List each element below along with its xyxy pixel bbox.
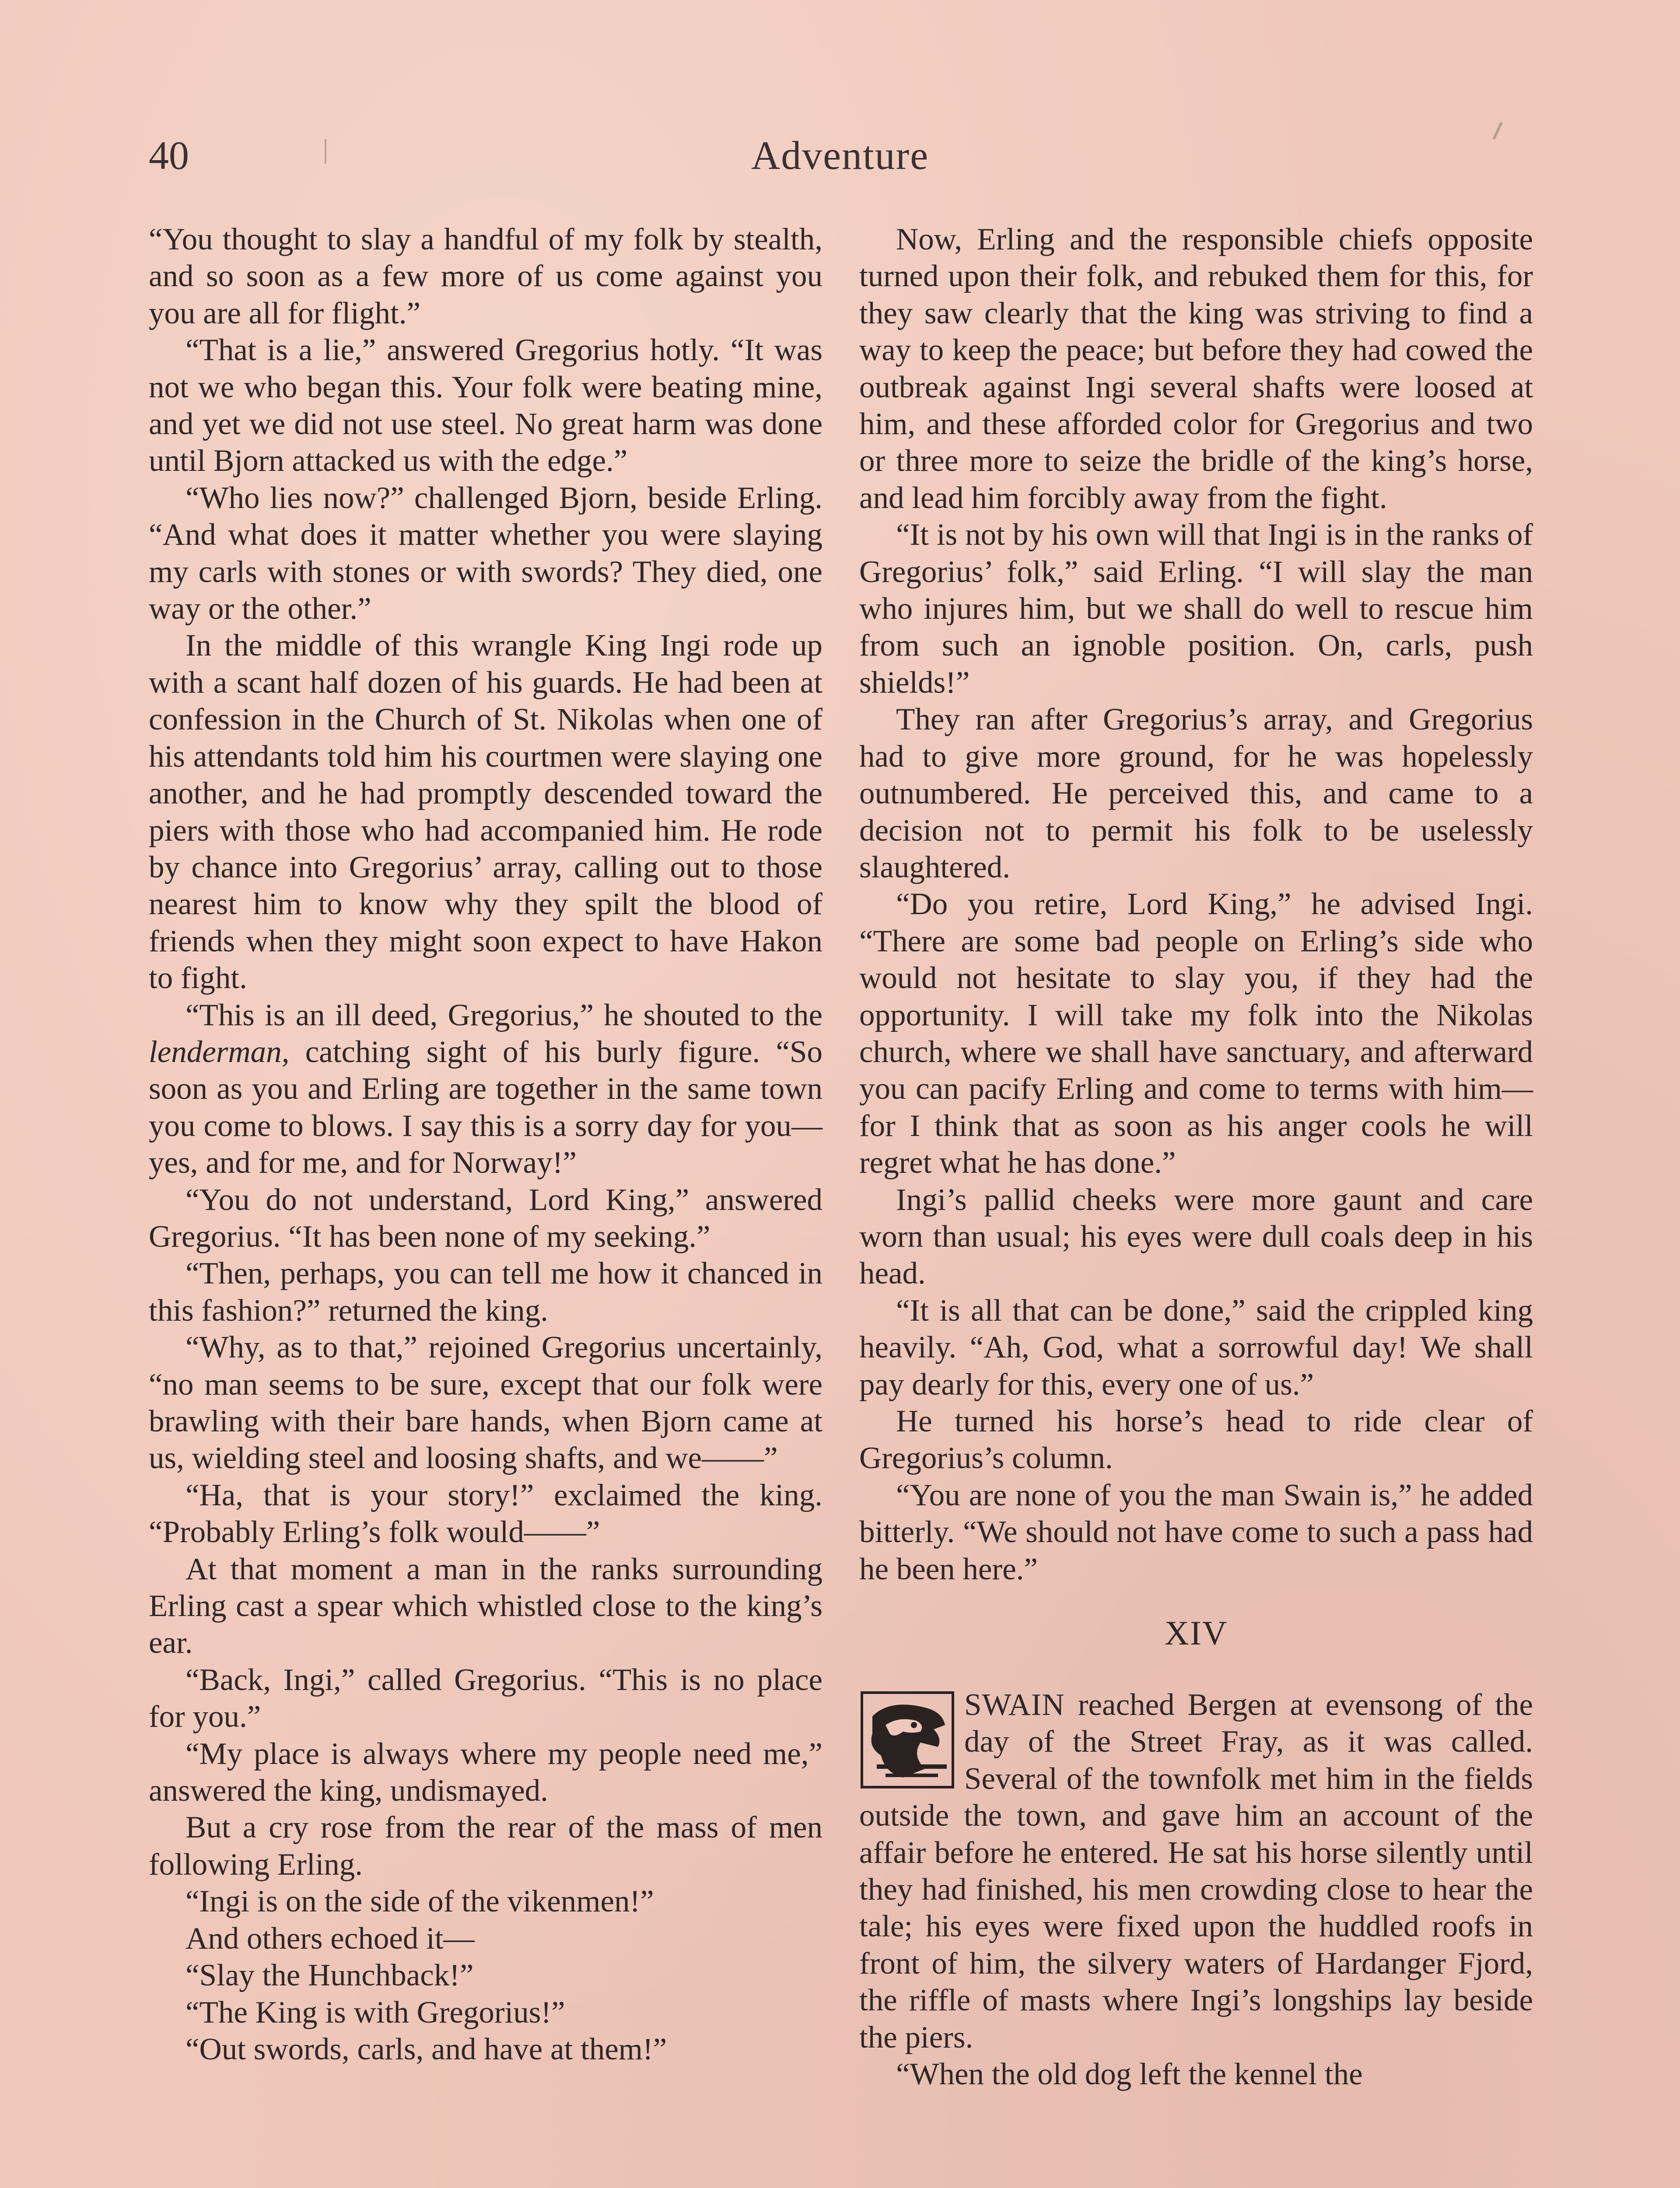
paper-speck [325,139,326,164]
chapter-heading: XIV [1164,1614,1228,1652]
chapter-lead-word: SWAIN [964,1688,1065,1722]
paragraph: “Do you retire, Lord King,” he advised Ingi. “There are some bad people on Erling’s side who would not hesitate to slay you, if they had the opportunity. I will take my folk into the Nikolas church, where we shall have sanctuary, and afterward you can pacify Erling and come to terms with him—for I think that as soon as his anger cools he will regret what he has done.” [859,887,1533,1180]
paragraph: “It is all that can be done,” said the crippled king heavily. “Ah, God, what a sorrowful day! We shall pay dearly for this, every one of us.” [859,1293,1533,1402]
paragraph [149,997,822,1182]
left-column [149,221,822,2068]
paragraph: “My place is always where my people need me,” answered the king, undismayed. [149,1736,822,1808]
paragraph: “Then, perhaps, you can tell me how it chanced in this fashion?” returned the king. [149,1256,822,1328]
paragraph-text: catching sight of his burly figure. “So soon as you and Erling are together in the same town you come to blows. I say this is a sorry day for you—yes, and for me, and for Norway!” [149,1034,822,1180]
paragraph: “Slay the Hunchback!” [186,1958,474,1993]
page-number: 40 [149,133,189,178]
paragraph: They ran after Gregorius’s array, and Gregorius had to give more ground, for he was hopelessly outnumbered. He perceived this, and came to a decision not to permit his folk to be uselessly slaughtered. [859,702,1533,884]
paragraph: “The King is with Gregorius!” [186,1995,565,2030]
right-column-paragraphs [859,221,1533,1588]
paragraph: “You thought to slay a handful of my folk by stealth, and so soon as a few more of us come against you you are all for flight.” [149,222,822,330]
right-column [859,221,1533,2093]
paragraph: “Ingi is on the side of the vikenmen!” [186,1884,654,1919]
paragraph: Ingi’s pallid cheeks were more gaunt and care worn than usual; his eyes were dull coals deep in his head. [859,1182,1533,1291]
paragraph: “Out swords, carls, and have at them!” [186,2032,667,2066]
paragraph: “Who lies now?” challenged Bjorn, beside Erling. “And what does it matter whether you were slaying my carls with stones or with swords? They died, one way or the other.” [149,480,822,626]
paragraph-text: “This is an ill deed, Gregorius,” he shouted to the [186,998,822,1032]
paragraph: “Ha, that is your story!” exclaimed the king. “Probably Erling’s folk would——” [149,1478,822,1550]
italic-term: lenderman, [149,1034,290,1069]
paragraph: “Why, as to that,” rejoined Gregorius uncertainly, “no man seems to be sure, except that our folk were brawling with their bare hands, when Bjorn came at us, wielding steel and loosing shafts, and we——” [149,1330,822,1476]
page-header [149,127,1531,184]
paragraph: “You are none of you the man Swain is,” he added bitterly. “We should not have come to such a pass had he been here.” [859,1478,1533,1586]
paragraph: He turned his horse’s head to ride clear of Gregorius’s column. [859,1404,1533,1476]
paragraph: “Back, Ingi,” called Gregorius. “This is no place for you.” [149,1662,822,1734]
chapter-opening-paragraph [859,1687,1533,2056]
dragon-head-dropcap-icon [859,1690,956,1790]
paragraph: At that moment a man in the ranks surrounding Erling cast a spear which whistled close to the king’s ear. [149,1552,822,1660]
paragraph: “You do not understand, Lord King,” answered Gregorius. “It has been none of my seeking.” [149,1182,822,1254]
paragraph: Now, Erling and the responsible chiefs opposite turned upon their folk, and rebuked them for this, for they saw clearly that the king was striving to find a way to keep the peace; but before they had cowed the outbreak against Ingi several shafts were loosed at him, and these afforded color for Gregorius and two or three more to seize the bridle of the king’s horse, and lead him forcibly away from the fight. [859,222,1533,515]
paragraph: In the middle of this wrangle King Ingi rode up with a scant half dozen of his guards. He had been at confession in the Church of St. Nikolas when one of his attendants told him his courtmen were slaying one another, and he had promptly descended toward the piers with those who had accompanied him. He rode by chance into Gregorius’ array, calling out to those nearest him to know why they spilt the blood of friends when they might soon expect to have Hakon to fight. [149,628,822,996]
paragraph: And others echoed it— [186,1921,475,1956]
chapter-opening-text: reached Bergen at evensong of the day of the Street Fray, as it was called. Several of the townfolk met him in the fields outside the town, and gave him an account of the affair before he entered. He sat his horse silently until they had finished, his men crowding close to hear the tale; his eyes were fixed upon the huddled roofs in front of him, the silvery waters of Hardanger Fjord, the riffle of masts where Ingi’s longships lay beside the piers. [859,1688,1533,2055]
chapter-last-line: “When the old dog left the kennel the [896,2057,1363,2092]
paragraph: “That is a lie,” answered Gregorius hotly. “It was not we who began this. Your folk were beating mine, and yet we did not use steel. No great harm was done until Bjorn attacked us with the edge.” [149,333,822,478]
paragraph: “It is not by his own will that Ingi is in the ranks of Gregorius’ folk,” said Erling. “I will slay the man who injures him, but we shall do well to rescue him from such an ignoble position. On, carls, push shields!” [859,518,1533,700]
running-title: Adventure [751,133,929,178]
paragraph: But a cry rose from the rear of the mass of men following Erling. [149,1810,822,1882]
